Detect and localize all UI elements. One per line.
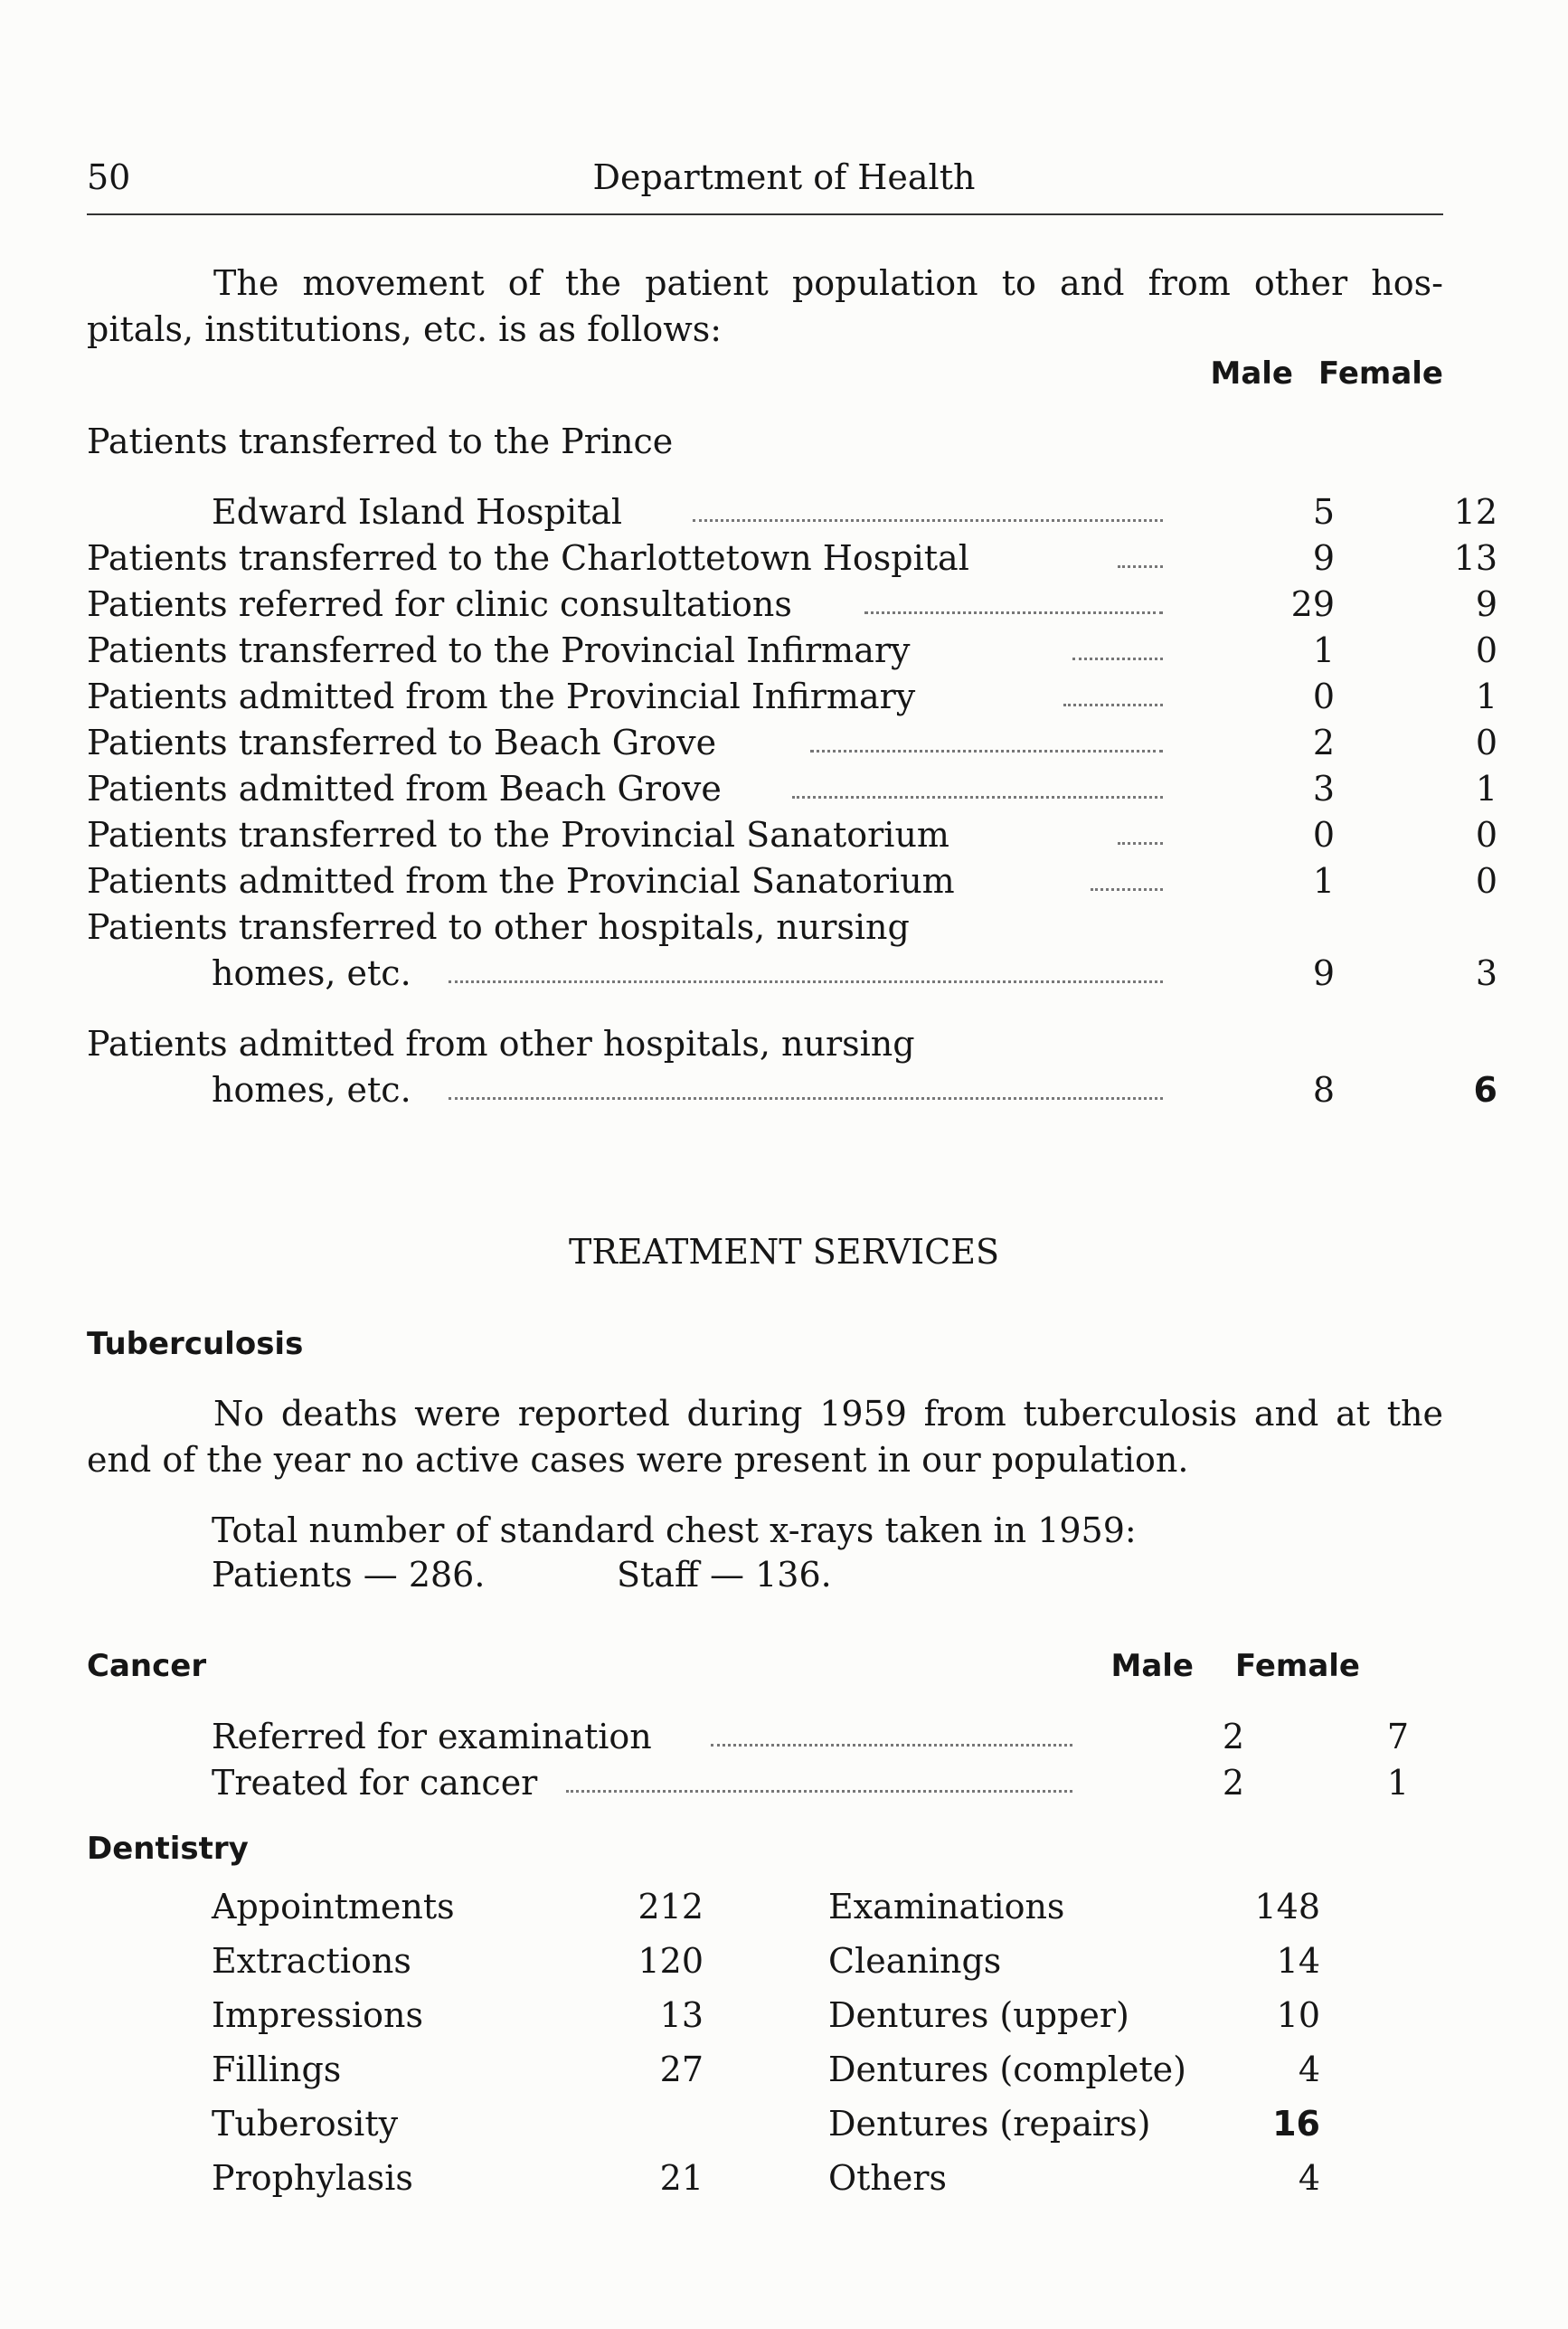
dentistry-value: 120	[638, 1941, 704, 1981]
dentistry-label: Examinations	[828, 1887, 1065, 1927]
dentistry-label: Prophylasis	[212, 2158, 413, 2198]
dot-leader	[864, 611, 1163, 614]
dot-leader	[1063, 704, 1163, 706]
table-row	[87, 815, 1497, 861]
xray-staff: Staff — 136.	[617, 1555, 832, 1595]
row-label: homes, etc.	[212, 1070, 411, 1110]
tb-line-1: No deaths were reported during 1959 from tuberculosis and at the	[213, 1394, 1443, 1434]
dentistry-value: 16	[1272, 2104, 1320, 2144]
dentistry-value: 13	[659, 1995, 704, 2035]
table-row	[87, 584, 1497, 630]
male-value: 9	[1312, 538, 1335, 578]
dentistry-label: Dentures (complete)	[828, 2050, 1186, 2089]
female-value: 7	[1386, 1717, 1409, 1756]
intro-line-2: pitals, institutions, etc. is as follows:	[87, 309, 723, 349]
row-label: Treated for cancer	[212, 1763, 538, 1803]
dentistry-value: 14	[1276, 1941, 1320, 1981]
table-row	[87, 861, 1497, 907]
cancer-col-male: Male	[1110, 1648, 1194, 1684]
dentistry-label: Dentures (upper)	[828, 1995, 1129, 2035]
male-value: 0	[1312, 677, 1335, 716]
dot-leader	[449, 980, 1163, 983]
row-label: Patients transferred to Beach Grove	[87, 723, 717, 762]
dentistry-label: Impressions	[212, 1995, 424, 2035]
male-value: 2	[1222, 1717, 1244, 1756]
table-row	[87, 769, 1497, 815]
male-value: 2	[1222, 1763, 1244, 1803]
table-row	[87, 630, 1497, 677]
dot-leader	[792, 796, 1163, 799]
female-value: 1	[1475, 677, 1497, 716]
dentistry-heading: Dentistry	[87, 1831, 249, 1867]
tb-line-2: end of the year no active cases were present in our population.	[87, 1440, 1189, 1480]
row-label-line1: Patients transferred to other hospitals, nursing	[87, 907, 910, 947]
dot-leader	[810, 750, 1163, 753]
dot-leader	[1118, 565, 1163, 568]
dot-leader	[449, 1097, 1163, 1100]
row-label: Edward Island Hospital	[212, 492, 623, 532]
page-number: 50	[87, 157, 131, 197]
row-label: Patients admitted from the Provincial Infirmary	[87, 677, 916, 716]
table-row	[87, 1070, 1497, 1116]
female-value: 0	[1475, 815, 1497, 855]
movement-col-female: Female	[1318, 355, 1443, 392]
table-row	[87, 1717, 1443, 1763]
row-label: homes, etc.	[212, 953, 411, 993]
female-value: 0	[1475, 861, 1497, 901]
table-row	[87, 1763, 1443, 1809]
female-value: 9	[1475, 584, 1497, 624]
movement-col-male: Male	[1210, 355, 1293, 392]
male-value: 1	[1312, 630, 1335, 670]
dentistry-label: Appointments	[212, 1887, 455, 1927]
row-label: Patients transferred to the Provincial Infirmary	[87, 630, 911, 670]
male-value: 3	[1312, 769, 1335, 809]
dentistry-label: Tuberosity	[212, 2104, 399, 2144]
female-value: 0	[1475, 723, 1497, 762]
male-value: 5	[1312, 492, 1335, 532]
female-value: 1	[1386, 1763, 1409, 1803]
dot-leader	[1091, 888, 1163, 891]
dot-leader	[711, 1744, 1072, 1747]
table-row	[87, 677, 1497, 723]
dentistry-value: 10	[1276, 1995, 1320, 2035]
dentistry-label: Fillings	[212, 2050, 342, 2089]
row-label: Patients transferred to the Charlottetown Hospital	[87, 538, 969, 578]
dot-leader	[1118, 842, 1163, 845]
header-rule	[87, 213, 1443, 215]
female-value: 0	[1475, 630, 1497, 670]
intro-paragraph	[87, 260, 1443, 353]
male-value: 29	[1290, 584, 1335, 624]
row-label: Patients admitted from the Provincial Sanatorium	[87, 861, 955, 901]
table-row	[87, 907, 1443, 953]
section-heading: TREATMENT SERVICES	[568, 1232, 1000, 1272]
dentistry-label: Cleanings	[828, 1941, 1002, 1981]
table-row	[87, 421, 1443, 468]
female-value: 1	[1475, 769, 1497, 809]
table-row	[87, 953, 1497, 999]
row-label-line1: Patients transferred to the Prince	[87, 421, 674, 461]
male-value: 2	[1312, 723, 1335, 762]
male-value: 9	[1312, 953, 1335, 993]
row-label: Patients admitted from Beach Grove	[87, 769, 722, 809]
female-value: 3	[1475, 953, 1497, 993]
tuberculosis-heading: Tuberculosis	[87, 1326, 304, 1362]
row-label: Patients referred for clinic consultations	[87, 584, 792, 624]
dentistry-value: 4	[1298, 2158, 1320, 2198]
female-value: 6	[1473, 1070, 1497, 1110]
dentistry-value: 212	[638, 1887, 704, 1927]
table-row	[87, 538, 1497, 584]
table-row	[87, 492, 1497, 538]
cancer-col-female: Female	[1235, 1648, 1360, 1684]
female-value: 12	[1453, 492, 1497, 532]
dot-leader	[566, 1790, 1072, 1793]
intro-line-1: The movement of the patient population to and from other hos-	[213, 263, 1443, 303]
dot-leader	[1072, 658, 1163, 660]
dentistry-label: Dentures (repairs)	[828, 2104, 1151, 2144]
table-row	[87, 1024, 1443, 1070]
xray-line: Total number of standard chest x-rays taken in 1959:	[212, 1510, 1137, 1550]
dentistry-label: Extractions	[212, 1941, 411, 1981]
male-value: 8	[1312, 1070, 1335, 1110]
xray-block	[212, 1509, 1137, 1597]
row-label: Patients transferred to the Provincial Sanatorium	[87, 815, 949, 855]
row-label: Referred for examination	[212, 1717, 652, 1756]
xray-patients: Patients — 286.	[212, 1555, 486, 1595]
table-row	[87, 723, 1497, 769]
dentistry-value: 21	[659, 2158, 704, 2198]
dot-leader	[693, 519, 1163, 522]
male-value: 1	[1312, 861, 1335, 901]
female-value: 13	[1453, 538, 1497, 578]
running-head: Department of Health	[592, 157, 976, 197]
dentistry-label: Others	[828, 2158, 948, 2198]
male-value: 0	[1312, 815, 1335, 855]
cancer-heading: Cancer	[87, 1648, 207, 1684]
tuberculosis-paragraph	[87, 1391, 1443, 1483]
dentistry-value: 4	[1298, 2050, 1320, 2089]
dentistry-value: 148	[1254, 1887, 1320, 1927]
dentistry-value: 27	[659, 2050, 704, 2089]
row-label-line1: Patients admitted from other hospitals, nursing	[87, 1024, 915, 1064]
